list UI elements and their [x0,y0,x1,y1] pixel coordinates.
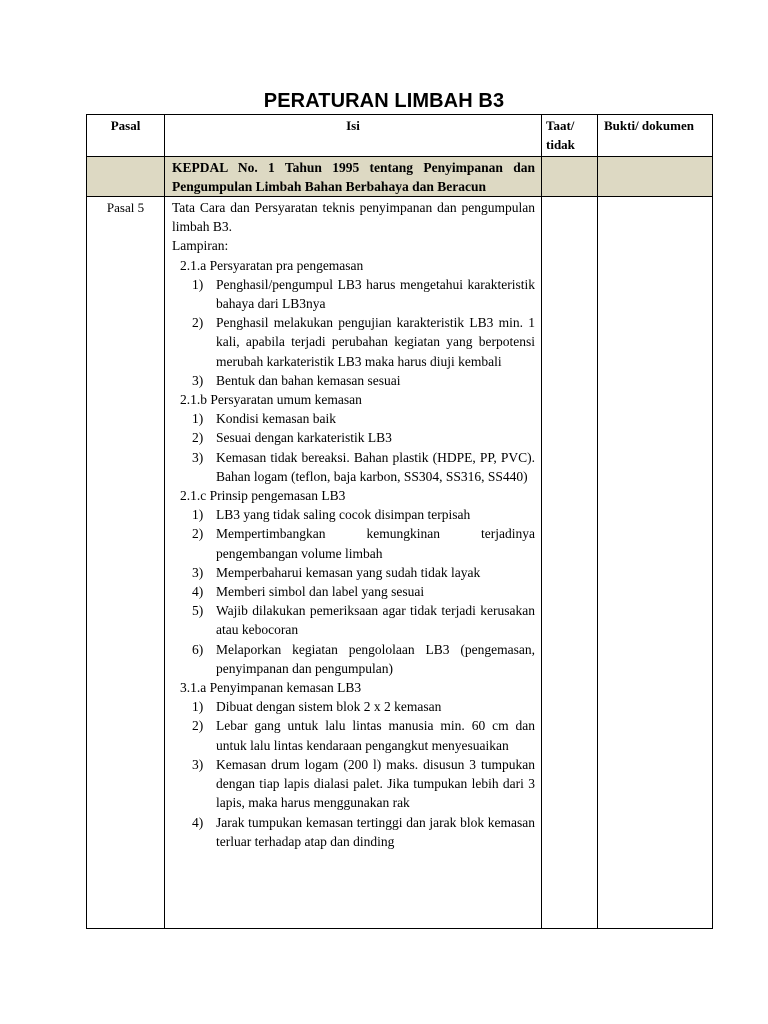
list-item-number: 1) [192,507,204,523]
section-title-cell [165,157,542,197]
list-item-number: 2) [192,526,204,542]
subsection-heading: 2.1.a Persyaratan pra pengemasan [180,257,364,273]
list-item-number: 3) [192,449,204,465]
lampiran-groups [172,256,535,851]
subsection-heading: 2.1.b Persyaratan umum kemasan [180,392,362,408]
regulation-table [86,114,713,929]
list-item [172,524,535,562]
list-item-number: 6) [192,641,204,657]
numbered-list [172,697,535,851]
list-item [172,428,535,447]
numbered-list [172,409,535,486]
list-item [172,601,535,639]
list-item-text: Memberi simbol dan label yang sesuai [216,584,425,600]
list-item-number: 4) [192,814,204,830]
numbered-list [172,275,535,390]
table-row [87,197,713,929]
list-item-text: Kemasan tidak bereaksi. Bahan plastik (HDPE, PP, PVC). Bahan logam (teflon, baja karbon, SS304, SS316, SS440) [216,449,535,484]
section-pasal-cell [87,157,165,197]
list-item-text: Mempertimbangkan kemungkinan terjadinya pengembangan volume limbah [216,526,535,561]
list-item-number: 1) [192,276,204,292]
section-row [87,157,713,197]
list-item-number: 1) [192,699,204,715]
list-item-number: 2) [192,718,204,734]
list-item-text: Penghasil/pengumpul LB3 harus mengetahui karakteristik bahaya dari LB3nya [216,276,535,312]
page-title: PERATURAN LIMBAH B3 [263,90,505,112]
list-item [172,409,535,428]
header-pasal: Pasal [87,115,165,157]
section-bukti-cell [598,157,713,197]
list-item-number: 3) [192,564,204,580]
list-item [172,813,535,851]
list-item [172,755,535,813]
list-item-text: Memperbaharui kemasan yang sudah tidak layak [216,564,481,580]
header-bukti: Bukti/ dokumen [598,115,713,157]
list-item [172,563,535,582]
list-item-number: 2) [192,315,204,331]
list-item-text: Bentuk dan bahan kemasan sesuai [216,372,401,388]
list-item-text: Sesuai dengan karkateristik LB3 [216,430,392,446]
bukti-cell [598,197,713,929]
list-item [172,582,535,601]
list-item [172,697,535,716]
list-item-text: Lebar gang untuk lalu lintas manusia min. 60 cm dan untuk lalu lintas kendaraan pengangkut menyesuaikan [216,718,535,753]
taat-cell [542,197,598,929]
list-item [172,275,535,313]
list-item [172,448,535,486]
header-taat-line1: Taat/ [546,118,575,133]
list-item [172,371,535,390]
list-item-text: Wajib dilakukan pemeriksaan agar tidak terjadi kerusakan atau kebocoran [216,603,535,638]
pasal-cell: Pasal 5 [87,197,165,929]
list-item [172,505,535,524]
header-taat-line2: tidak [546,137,575,152]
list-item-text: Kondisi kemasan baik [216,411,336,427]
lampiran-label: Lampiran: [172,238,229,254]
list-item-number: 4) [192,584,204,600]
section-title: KEPDAL No. 1 Tahun 1995 tentang Penyimpanan dan Pengumpulan Limbah Bahan Berbahaya dan Beracun [172,160,535,194]
list-item-text: Jarak tumpukan kemasan tertinggi dan jarak blok kemasan terluar terhadap atap dan dinding [216,814,535,849]
section-taat-cell [542,157,598,197]
subsection-heading: 2.1.c Prinsip pengemasan LB3 [180,488,346,504]
list-item-number: 1) [192,411,204,427]
list-item-text: LB3 yang tidak saling cocok disimpan terpisah [216,507,471,523]
header-taat [542,115,598,157]
subsection-heading: 3.1.a Penyimpanan kemasan LB3 [180,680,362,696]
list-item-number: 3) [192,756,204,772]
list-item [172,313,535,371]
list-item-text: Melaporkan kegiatan pengololaan LB3 (pengemasan, penyimpanan dan pengumpulan) [216,641,535,676]
list-item [172,716,535,754]
list-item-number: 5) [192,603,204,619]
list-item-text: Kemasan drum logam (200 l) maks. disusun 3 tumpukan dengan tiap lapis dialasi palet. Jika tumpukan lebih dari 3 lapis, maka harus menggunakan rak [216,756,535,811]
list-item-text: Dibuat dengan sistem blok 2 x 2 kemasan [216,699,442,715]
list-item [172,640,535,678]
numbered-list [172,505,535,678]
intro-text: Tata Cara dan Persyaratan teknis penyimpanan dan pengumpulan limbah B3. [172,200,535,235]
list-item-text: Penghasil melakukan pengujian karakteristik LB3 min. 1 kali, apabila terjadi perubahan kegiatan yang berpotensi merubah karkateristik LB3 maka harus diuji kembali [216,315,535,369]
header-isi: Isi [165,115,542,157]
isi-content [165,197,541,851]
table-header-row [87,115,713,157]
list-item-number: 2) [192,430,204,446]
isi-cell [165,197,542,929]
list-item-number: 3) [192,372,204,388]
